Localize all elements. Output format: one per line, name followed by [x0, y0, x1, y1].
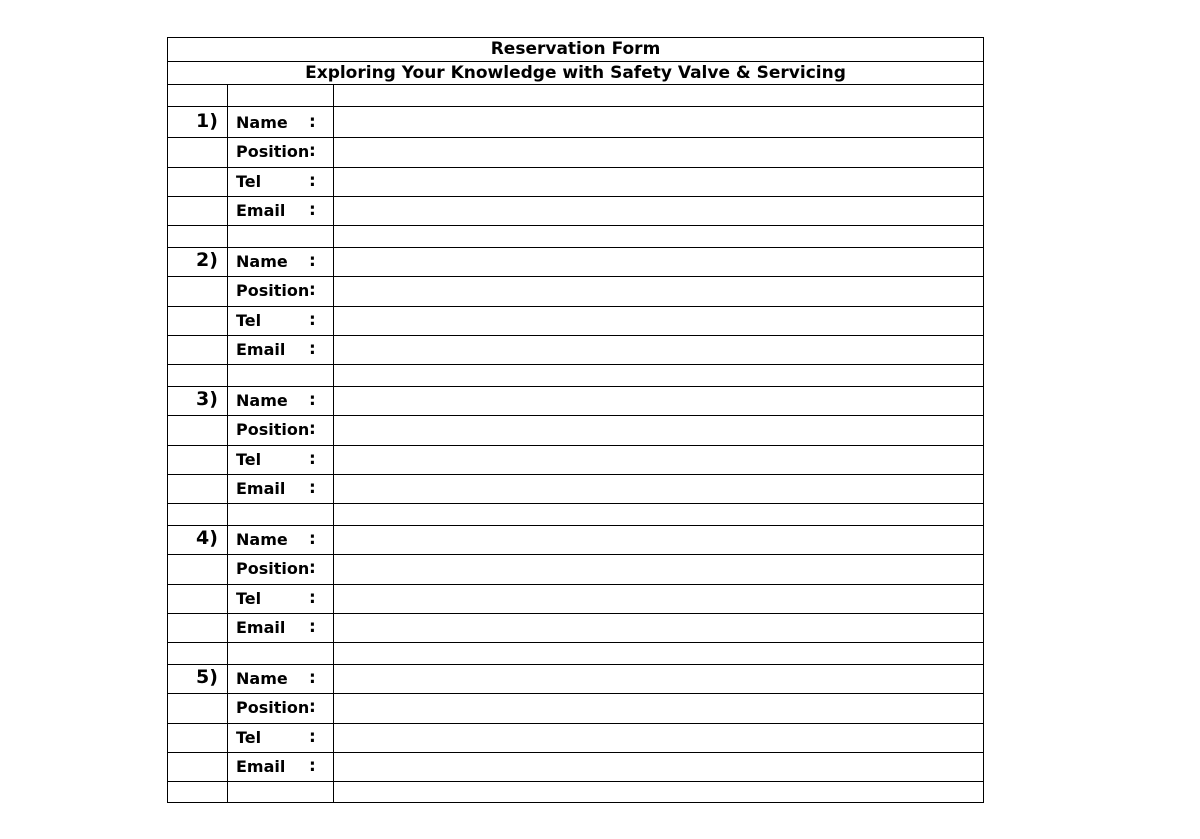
position-field[interactable]	[334, 555, 983, 583]
email-label: Email	[236, 200, 286, 220]
position-label: Position	[236, 142, 310, 162]
email-field[interactable]	[334, 197, 983, 225]
form-subtitle: Exploring Your Knowledge with Safety Valve & Servicing	[305, 63, 846, 83]
entry-number: 5)	[196, 666, 218, 688]
label-colon: :	[309, 697, 316, 718]
position-label: Position	[236, 281, 310, 301]
row-divider	[168, 225, 983, 226]
row-divider	[168, 503, 983, 504]
label-colon: :	[309, 199, 316, 220]
label-colon: :	[309, 558, 316, 579]
divider	[168, 106, 983, 107]
reservation-form	[167, 37, 984, 803]
entry-number: 1)	[196, 110, 218, 132]
label-colon: :	[309, 309, 316, 330]
name-label: Name	[236, 669, 288, 688]
form-title: Reservation Form	[490, 39, 661, 59]
label-colon: :	[309, 390, 316, 410]
label-colon: :	[309, 419, 316, 440]
label-colon: :	[309, 280, 316, 301]
name-field[interactable]	[334, 526, 983, 554]
row-divider	[168, 642, 983, 643]
position-label: Position	[236, 698, 310, 718]
label-colon: :	[309, 141, 316, 162]
label-colon: :	[309, 251, 316, 271]
tel-field[interactable]	[334, 446, 983, 474]
label-colon: :	[309, 338, 316, 359]
name-field[interactable]	[334, 665, 983, 693]
entry-number: 3)	[196, 388, 218, 410]
email-label: Email	[236, 339, 286, 359]
label-colon: :	[309, 170, 316, 191]
tel-field[interactable]	[334, 307, 983, 335]
label-colon: :	[309, 726, 316, 747]
email-field[interactable]	[334, 336, 983, 364]
label-colon: :	[309, 668, 316, 688]
name-field[interactable]	[334, 248, 983, 276]
entry-number: 2)	[196, 249, 218, 271]
email-field[interactable]	[334, 614, 983, 642]
email-label: Email	[236, 478, 286, 498]
position-field[interactable]	[334, 138, 983, 166]
tel-label: Tel	[236, 449, 262, 469]
tel-field[interactable]	[334, 724, 983, 752]
tel-field[interactable]	[334, 585, 983, 613]
name-label: Name	[236, 252, 288, 271]
tel-label: Tel	[236, 310, 262, 330]
row-divider	[168, 781, 983, 782]
label-colon: :	[309, 448, 316, 469]
label-colon: :	[309, 587, 316, 608]
label-colon: :	[309, 529, 316, 549]
label-colon: :	[309, 755, 316, 776]
email-label: Email	[236, 617, 286, 637]
position-field[interactable]	[334, 416, 983, 444]
email-label: Email	[236, 756, 286, 776]
tel-label: Tel	[236, 171, 262, 191]
name-field[interactable]	[334, 109, 983, 137]
label-colon: :	[309, 477, 316, 498]
row-divider	[168, 364, 983, 365]
position-label: Position	[236, 559, 310, 579]
tel-field[interactable]	[334, 168, 983, 196]
column-divider	[227, 84, 228, 802]
position-field[interactable]	[334, 694, 983, 722]
name-label: Name	[236, 391, 288, 410]
tel-label: Tel	[236, 727, 262, 747]
email-field[interactable]	[334, 475, 983, 503]
divider	[168, 61, 983, 62]
divider	[168, 84, 983, 85]
name-label: Name	[236, 113, 288, 132]
entry-number: 4)	[196, 527, 218, 549]
position-label: Position	[236, 420, 310, 440]
email-field[interactable]	[334, 753, 983, 781]
label-colon: :	[309, 112, 316, 132]
name-label: Name	[236, 530, 288, 549]
tel-label: Tel	[236, 588, 262, 608]
name-field[interactable]	[334, 387, 983, 415]
label-colon: :	[309, 616, 316, 637]
position-field[interactable]	[334, 277, 983, 305]
